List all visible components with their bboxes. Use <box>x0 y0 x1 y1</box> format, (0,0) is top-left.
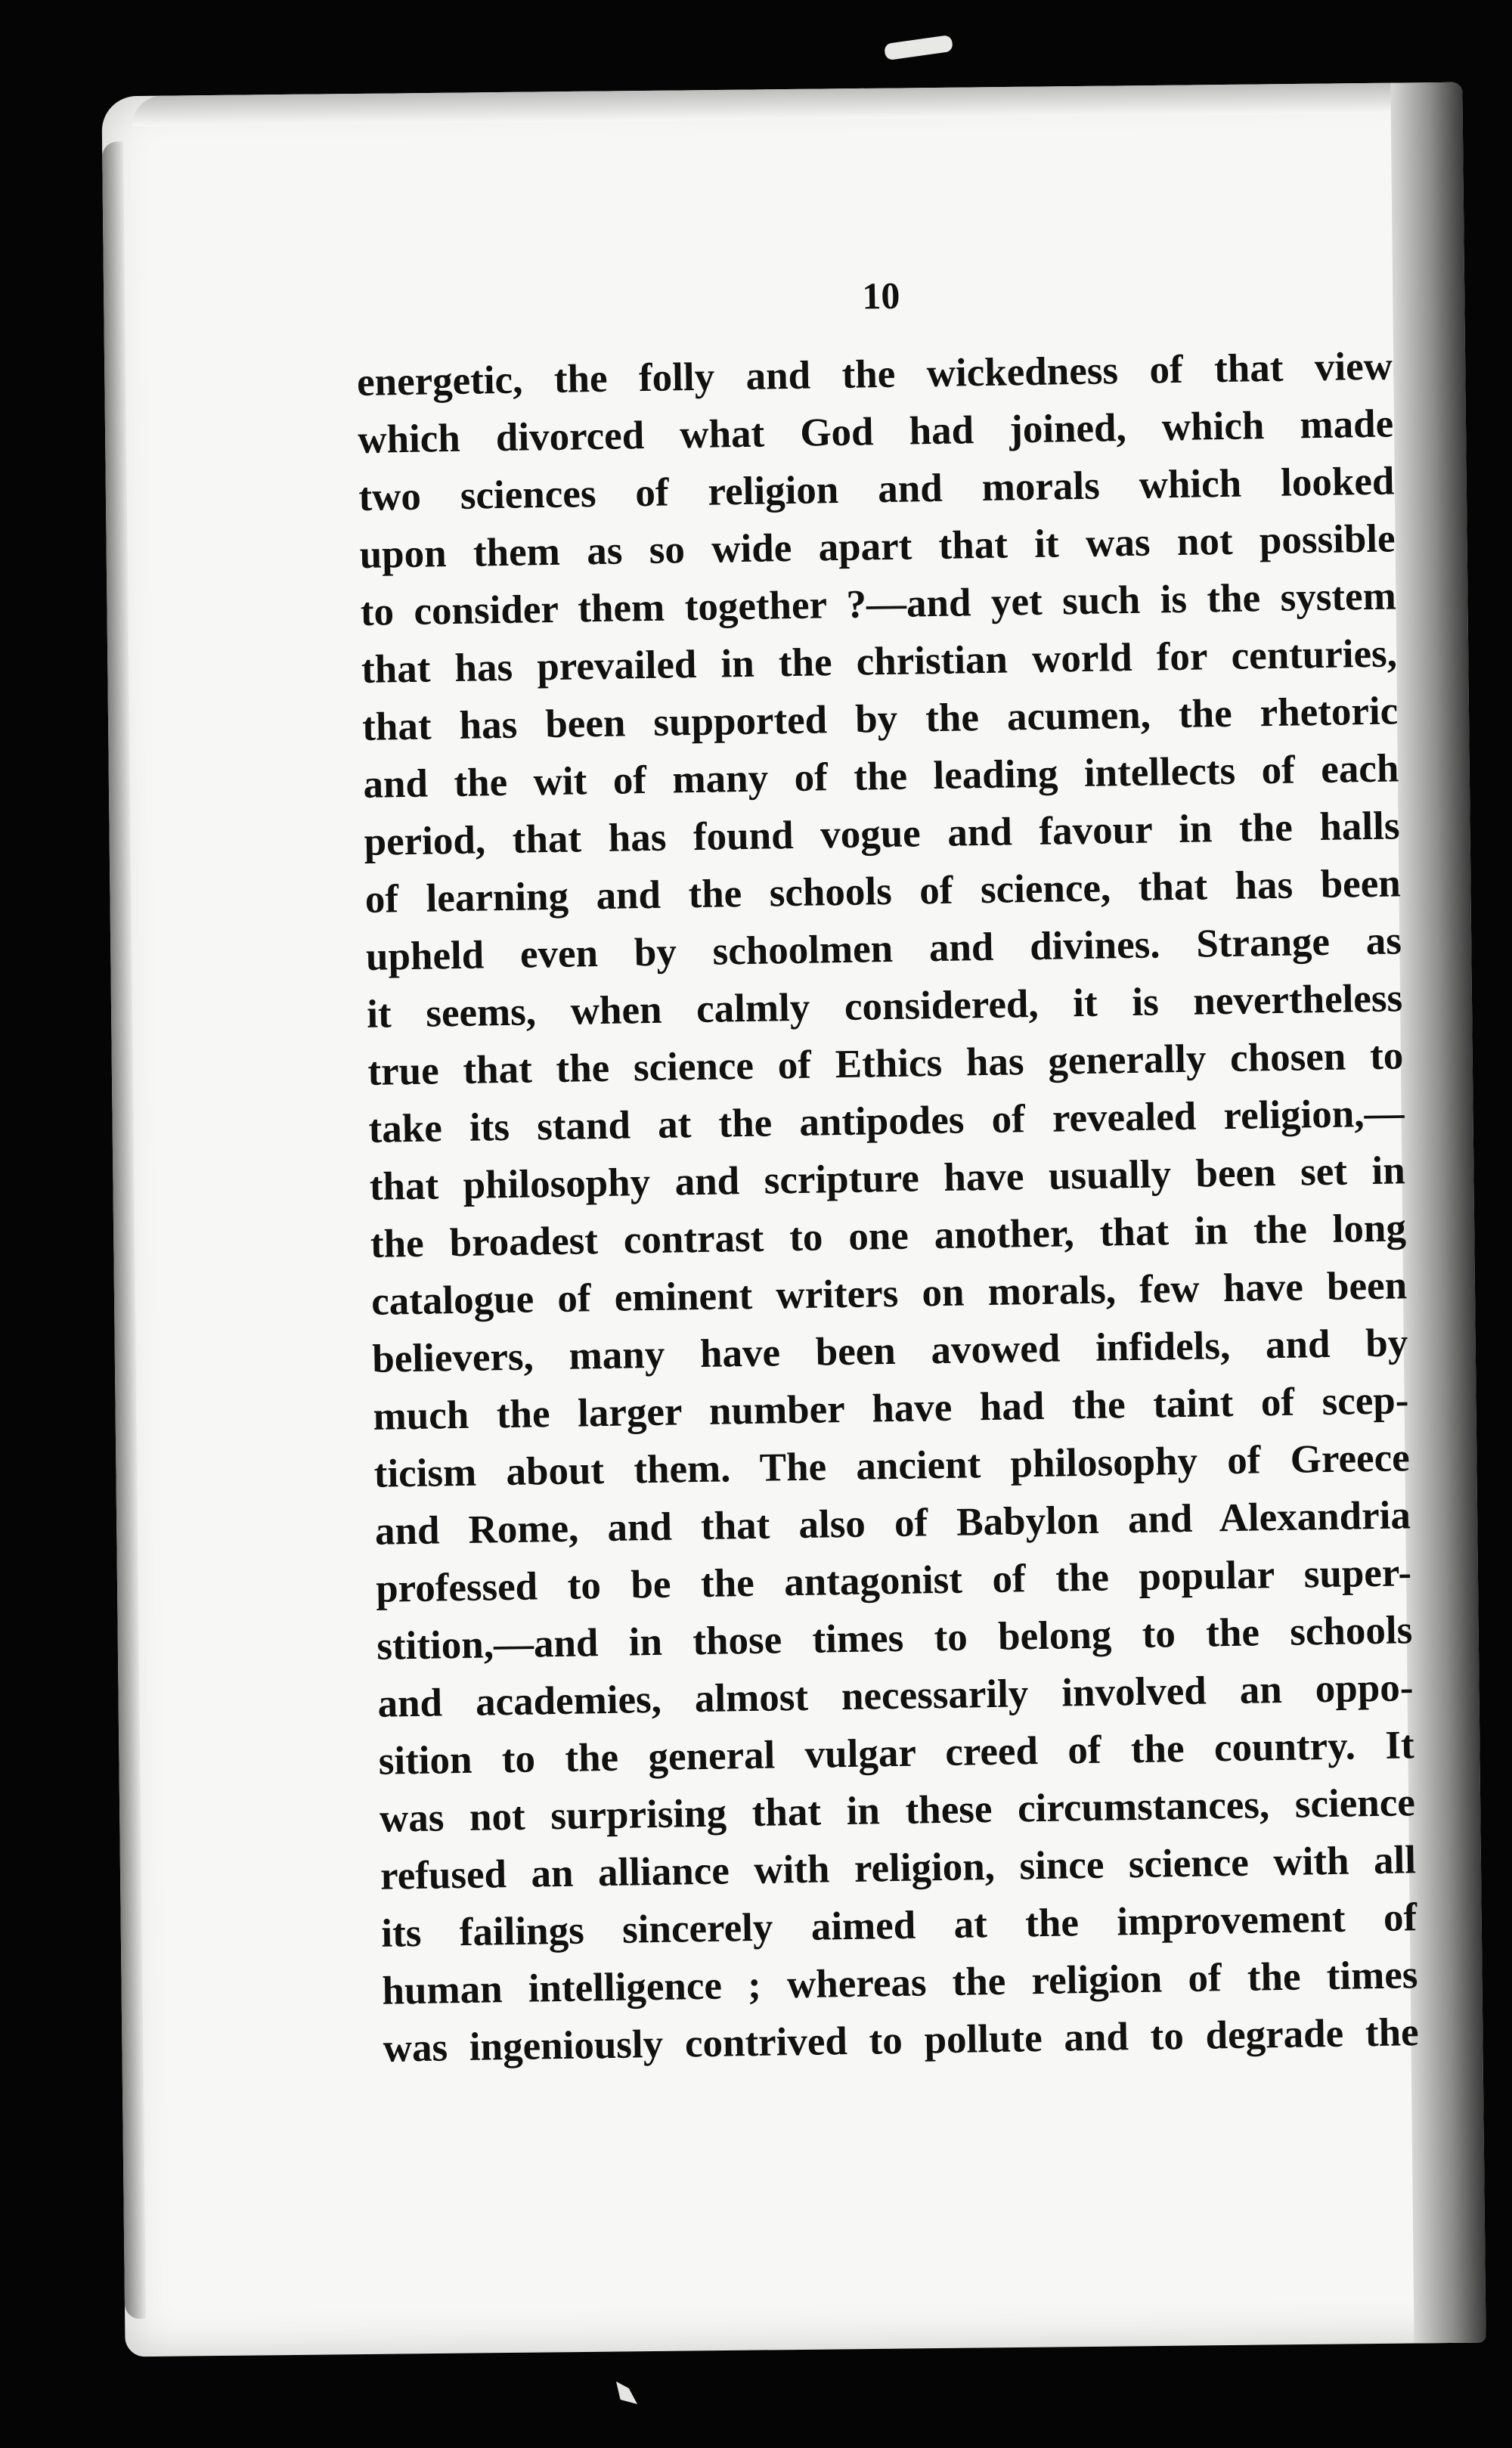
text-line: stition,—and in those times to belong to the schools <box>376 1608 1413 1669</box>
text-line: sition to the general vulgar creed of the country. It <box>378 1723 1415 1783</box>
text-line: and Rome, and that also of Babylon and Alexandria <box>374 1493 1411 1554</box>
text-line: ticism about them. The ancient philosophy of Greece <box>373 1436 1411 1496</box>
text-line: the broadest contrast to one another, that in the long <box>370 1206 1407 1266</box>
text-line: refused an alliance with religion, since science with all <box>380 1838 1417 1898</box>
text-line: true that the science of Ethics has generally chosen to <box>367 1033 1404 1094</box>
page-left-edge <box>102 141 146 2319</box>
text-line: that has prevailed in the christian world for centuries, <box>361 631 1398 692</box>
page-number: 10 <box>861 274 900 318</box>
page-text-block <box>355 265 1419 2077</box>
text-line: that has been supported by the acumen, the rhetoric <box>361 689 1399 749</box>
text-line: upheld even by schoolmen and divines. Strange as <box>365 919 1402 979</box>
text-line: upon them as so wide apart that it was not possible <box>359 516 1396 577</box>
text-line: that philosophy and scripture have usually been set in <box>369 1148 1406 1209</box>
text-lines <box>357 337 1420 2077</box>
text-line: professed to be the antagonist of the popular super- <box>375 1551 1412 1611</box>
text-line: it seems, when calmly considered, it is nevertheless <box>366 976 1403 1037</box>
scan-artifact-mark <box>884 35 953 60</box>
text-line: was ingeniously contrived to pollute and to degrade the <box>383 2010 1420 2071</box>
text-line: was not surprising that in these circumstances, science <box>379 1780 1416 1841</box>
text-line: two sciences of religion and morals which looked <box>358 459 1395 519</box>
page-top-edge <box>132 82 1402 126</box>
text-line: believers, many have been avowed infidels, and by <box>371 1321 1408 1381</box>
text-line: energetic, the folly and the wickedness of that view <box>356 344 1393 404</box>
text-line: human intelligence ; whereas the religion of the times <box>382 1953 1418 2013</box>
text-line: catalogue of eminent writers on morals, few have been <box>370 1263 1408 1324</box>
text-line: much the larger number have had the taint of scep- <box>373 1378 1409 1439</box>
text-line: period, that has found vogue and favour in the halls <box>364 804 1400 864</box>
text-line: and academies, almost necessarily involved an oppo- <box>377 1666 1414 1726</box>
text-line: its failings sincerely aimed at the improvement of <box>380 1895 1418 1956</box>
text-line: of learning and the schools of science, that has been <box>364 861 1402 922</box>
text-line: which divorced what God had joined, which made <box>357 401 1394 462</box>
text-line: take its stand at the antipodes of revealed religion,— <box>368 1091 1405 1151</box>
text-line: and the wit of many of the leading intellects of each <box>363 746 1399 807</box>
text-line: to consider them together ?—and yet such is the system <box>360 574 1397 634</box>
scan-artifact-mark <box>616 2381 637 2404</box>
